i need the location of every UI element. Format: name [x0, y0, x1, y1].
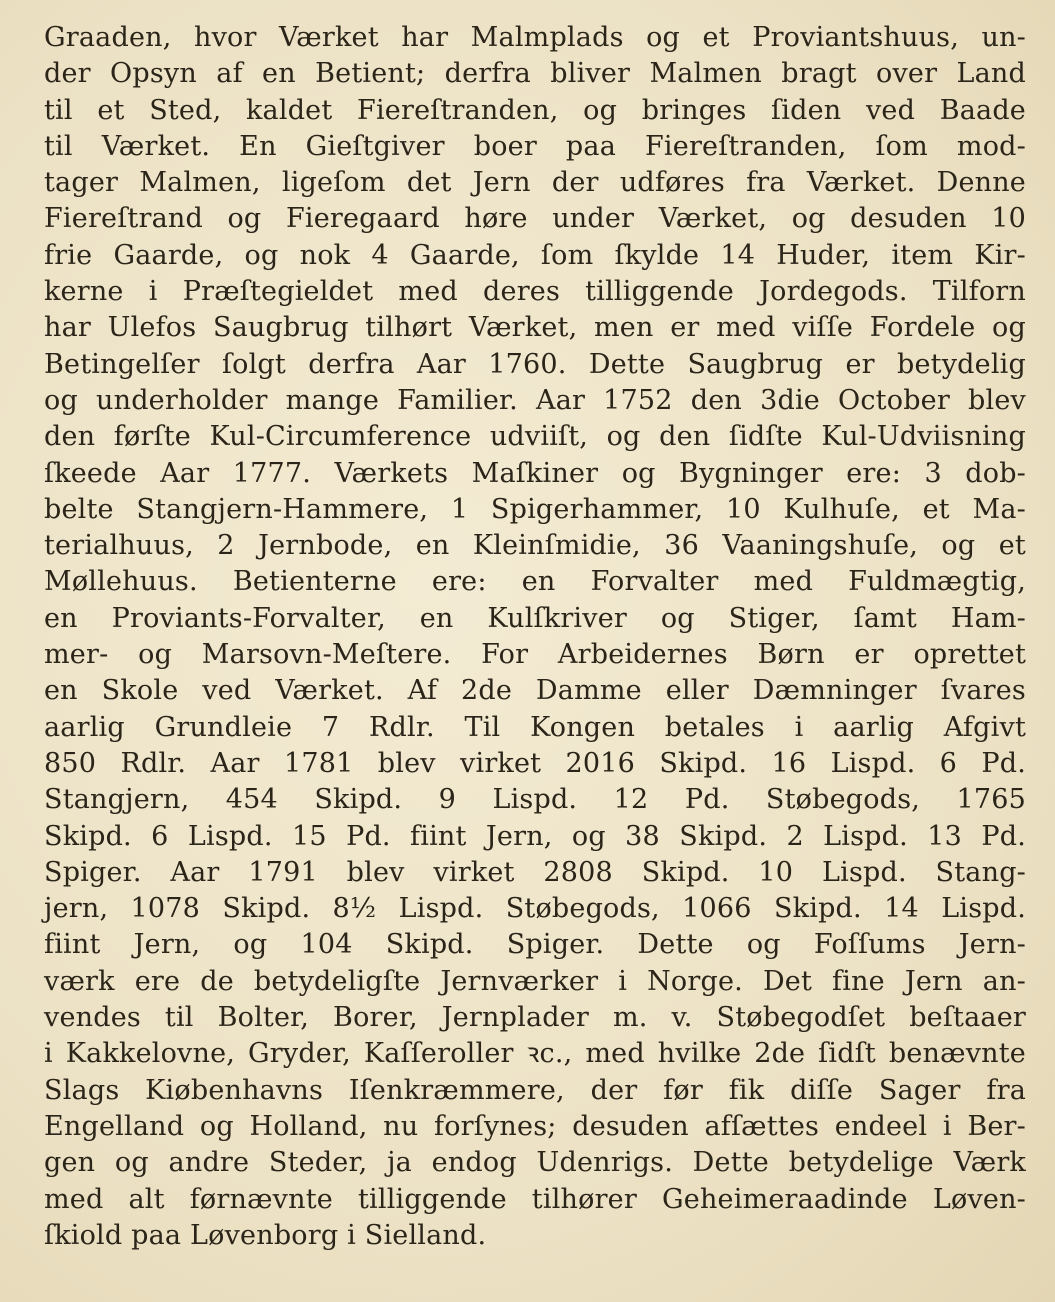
- text-line: gen og andre Steder, ja endog Udenrigs. Dette betydelige Værk: [44, 1147, 1026, 1179]
- text-line: i Kakkelovne, Gryder, Kaſſeroller ꝛc., med hvilke 2de ſidſt benævnte: [44, 1038, 1026, 1070]
- text-line: med alt førnævnte tilliggende tilhører Geheimeraadinde Løven-: [44, 1183, 1026, 1215]
- text-line: en Proviants-Forvalter, en Kulſkriver og Stiger, ſamt Ham-: [44, 602, 1026, 634]
- text-line: til et Sted, kaldet Fiereſtranden, og bringes ſiden ved Baade: [44, 94, 1026, 126]
- text-line: en Skole ved Værket. Af 2de Damme eller Dæmninger ſvares: [44, 675, 1026, 707]
- text-line: den førſte Kul-Circumference udviiſt, og den ſidſte Kul-Udviisning: [44, 421, 1026, 453]
- text-line: Graaden, hvor Værket har Malmplads og et Proviantshuus, un-: [44, 22, 1026, 53]
- text-line: ſkeede Aar 1777. Værkets Maſkiner og Bygninger ere: 3 dob-: [44, 457, 1026, 489]
- text-line: belte Stangjern-Hammere, 1 Spigerhammer, 10 Kulhuſe, et Ma-: [44, 493, 1026, 525]
- text-line: fiint Jern, og 104 Skipd. Spiger. Dette og Foſſums Jern-: [44, 929, 1026, 961]
- text-line: mer- og Marsovn-Meſtere. For Arbeidernes Børn er oprettet: [44, 639, 1026, 671]
- text-line: Engelland og Holland, nu forſynes; desuden afſættes endeel i Ber-: [44, 1110, 1026, 1142]
- text-line: vendes til Bolter, Borer, Jernplader m. v. Støbegodſet beſtaaer: [44, 1002, 1026, 1034]
- body-text: [44, 20, 1026, 1254]
- text-line: værk ere de betydeligſte Jernværker i Norge. Det fine Jern an-: [44, 965, 1026, 997]
- text-line: Slags Kiøbenhavns Iſenkræmmere, der før fik diſſe Sager fra: [44, 1074, 1026, 1106]
- text-line: Stangjern, 454 Skipd. 9 Lispd. 12 Pd. Støbegods, 1765: [44, 784, 1026, 816]
- text-line: Spiger. Aar 1791 blev virket 2808 Skipd. 10 Lispd. Stang-: [44, 856, 1026, 888]
- text-line: jern, 1078 Skipd. 8½ Lispd. Støbegods, 1066 Skipd. 14 Lispd.: [44, 893, 1026, 925]
- text-line: der Opsyn af en Betient; derfra bliver Malmen bragt over Land: [44, 58, 1026, 90]
- text-line: 850 Rdlr. Aar 1781 blev virket 2016 Skipd. 16 Lispd. 6 Pd.: [44, 747, 1026, 779]
- text-line: terialhuus, 2 Jernbode, en Kleinſmidie, 36 Vaaningshuſe, og et: [44, 530, 1026, 562]
- text-line-last: ſkiold paa Løvenborg i Sielland.: [44, 1219, 487, 1251]
- text-line: kerne i Præſtegieldet med deres tilliggende Jordegods. Tilforn: [44, 276, 1026, 308]
- text-line: Fiereſtrand og Fieregaard høre under Værket, og desuden 10: [44, 203, 1026, 235]
- text-line: til Værket. En Gieſtgiver boer paa Fiereſtranden, ſom mod-: [44, 130, 1026, 162]
- text-line: og underholder mange Familier. Aar 1752 den 3die October blev: [44, 384, 1026, 416]
- text-line: Betingelſer ſolgt derfra Aar 1760. Dette Saugbrug er betydelig: [44, 348, 1026, 380]
- text-line: frie Gaarde, og nok 4 Gaarde, ſom ſkylde 14 Huder, item Kir-: [44, 239, 1026, 271]
- text-line: Skipd. 6 Lispd. 15 Pd. fiint Jern, og 38 Skipd. 2 Lispd. 13 Pd.: [44, 820, 1026, 852]
- text-line: Møllehuus. Betienterne ere: en Forvalter med Fuldmægtig,: [44, 566, 1026, 598]
- text-line: har Ulefos Saugbrug tilhørt Værket, men er med viſſe Fordele og: [44, 312, 1026, 344]
- text-line: tager Malmen, ligeſom det Jern der udføres fra Værket. Denne: [44, 167, 1026, 199]
- text-line: aarlig Grundleie 7 Rdlr. Til Kongen betales i aarlig Afgivt: [44, 711, 1026, 743]
